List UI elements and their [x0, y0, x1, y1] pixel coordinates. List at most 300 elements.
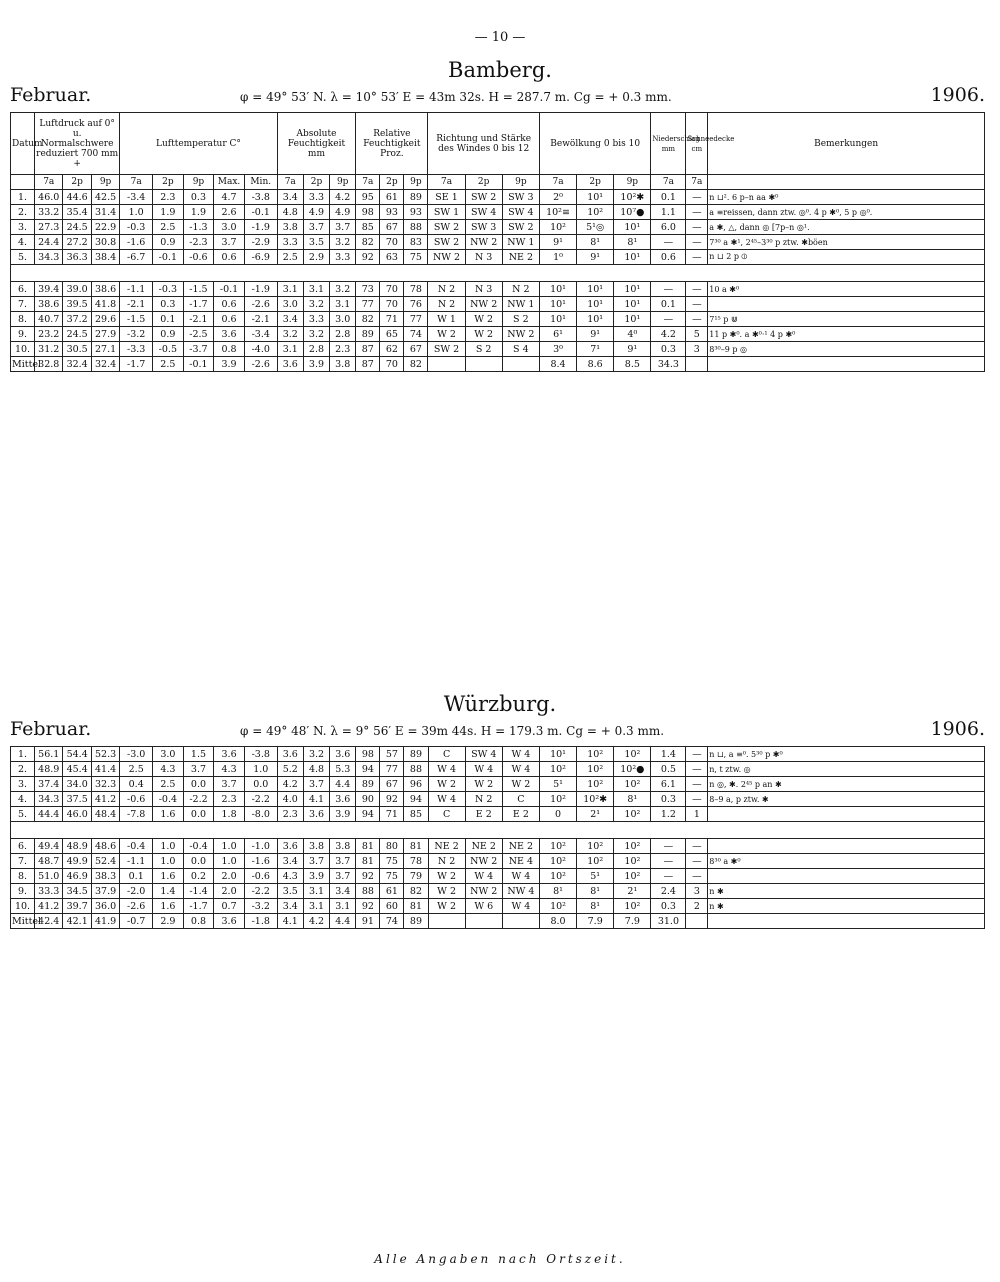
subheader-cell: 9p: [91, 175, 119, 190]
mean-cell: 87: [356, 357, 380, 372]
mean-cell: 2.5: [153, 357, 184, 372]
table-row: [11, 220, 985, 235]
data-cell: S 2: [465, 342, 502, 357]
data-cell: 3.2: [277, 327, 303, 342]
data-cell: 10¹: [614, 282, 651, 297]
data-cell: 3.: [11, 220, 35, 235]
table-row: [11, 327, 985, 342]
data-cell: 1.0: [214, 839, 245, 854]
data-cell: 8.: [11, 869, 35, 884]
data-cell: -2.3: [183, 235, 214, 250]
data-cell: -4.0: [244, 342, 277, 357]
data-cell: W 4: [465, 762, 502, 777]
data-cell: 0.3: [651, 792, 686, 807]
data-cell: 2.6: [214, 205, 245, 220]
header-wind: Richtung und Stärke des Windes 0 bis 12: [428, 113, 540, 175]
data-cell: 63: [380, 250, 404, 265]
spacer-cell: [11, 822, 985, 839]
data-cell: 3.0: [330, 312, 356, 327]
remark-cell: 7¹⁵ p ⋓: [708, 312, 985, 327]
mean-cell: 3.6: [214, 914, 245, 929]
data-cell: -2.9: [244, 235, 277, 250]
data-cell: SW 2: [502, 220, 539, 235]
data-cell: 34.3: [35, 792, 63, 807]
data-cell: 3.2: [303, 747, 329, 762]
remark-cell: n ◎, ✱. 2⁴⁵ p an ✱: [708, 777, 985, 792]
data-cell: 10²: [614, 854, 651, 869]
mean-cell: -0.1: [183, 357, 214, 372]
data-cell: 3.: [11, 777, 35, 792]
subheader-cell: 9p: [502, 175, 539, 190]
data-cell: 71: [380, 807, 404, 822]
mean-cell: 4.4: [330, 914, 356, 929]
data-cell: 5¹: [539, 777, 576, 792]
mean-cell: [686, 914, 708, 929]
data-cell: -0.6: [244, 869, 277, 884]
data-cell: 78: [404, 854, 428, 869]
data-cell: 49.4: [35, 839, 63, 854]
data-cell: —: [686, 190, 708, 205]
station-title-wuerzburg: Würzburg.: [443, 692, 557, 716]
mean-cell: -2.6: [244, 357, 277, 372]
data-cell: 44.4: [35, 807, 63, 822]
data-cell: 75: [404, 250, 428, 265]
data-cell: 4.4: [330, 777, 356, 792]
data-cell: 65: [380, 327, 404, 342]
data-cell: 2.5: [153, 777, 184, 792]
data-cell: 52.3: [91, 747, 119, 762]
subheader-cell: 9p: [614, 175, 651, 190]
mean-cell: -1.8: [244, 914, 277, 929]
data-cell: 3.7: [303, 777, 329, 792]
data-cell: 3.6: [303, 807, 329, 822]
data-cell: E 2: [465, 807, 502, 822]
data-cell: 1.4: [651, 747, 686, 762]
mean-cell: [465, 914, 502, 929]
mean-cell: 8.6: [577, 357, 614, 372]
data-cell: W 4: [428, 792, 465, 807]
subheader-cell: 7a: [356, 175, 380, 190]
mean-cell: 74: [380, 914, 404, 929]
data-cell: 79: [404, 869, 428, 884]
data-cell: 38.4: [91, 250, 119, 265]
mean-cell: 2.9: [153, 914, 184, 929]
data-cell: -1.1: [120, 854, 153, 869]
data-cell: 1.8: [214, 807, 245, 822]
data-cell: W 2: [428, 899, 465, 914]
data-cell: 27.9: [91, 327, 119, 342]
data-cell: 5¹: [577, 869, 614, 884]
data-cell: N 3: [465, 250, 502, 265]
data-cell: 0.1: [153, 312, 184, 327]
data-cell: SE 1: [428, 190, 465, 205]
data-cell: NW 2: [428, 250, 465, 265]
data-cell: —: [686, 854, 708, 869]
data-cell: 41.8: [91, 297, 119, 312]
data-cell: 39.7: [63, 899, 91, 914]
data-cell: -3.4: [120, 190, 153, 205]
data-cell: 61: [380, 190, 404, 205]
data-cell: 3.5: [277, 884, 303, 899]
data-cell: 7¹: [577, 342, 614, 357]
data-cell: 75: [380, 854, 404, 869]
data-cell: 3.4: [277, 854, 303, 869]
data-cell: 2.8: [303, 342, 329, 357]
subheader-cell: 9p: [183, 175, 214, 190]
mean-cell: 4.2: [303, 914, 329, 929]
data-cell: 1.0: [153, 854, 184, 869]
data-cell: 77: [356, 297, 380, 312]
station-title-bamberg: Bamberg.: [448, 58, 552, 82]
data-cell: 46.0: [35, 190, 63, 205]
data-cell: 10.: [11, 899, 35, 914]
data-cell: 35.4: [63, 205, 91, 220]
data-cell: -2.5: [183, 327, 214, 342]
data-cell: 80: [380, 839, 404, 854]
data-cell: 9¹: [614, 342, 651, 357]
data-cell: 2.8: [330, 327, 356, 342]
data-cell: 4.3: [214, 762, 245, 777]
mean-cell: 4.1: [277, 914, 303, 929]
data-cell: 3.6: [277, 747, 303, 762]
data-cell: 6¹: [539, 327, 576, 342]
data-cell: NW 2: [502, 327, 539, 342]
data-cell: 4.3: [277, 869, 303, 884]
subheader-cell: 9p: [404, 175, 428, 190]
data-cell: 10²: [614, 807, 651, 822]
data-cell: -8.0: [244, 807, 277, 822]
data-cell: -1.6: [120, 235, 153, 250]
data-cell: NE 2: [465, 839, 502, 854]
data-cell: 3.9: [303, 869, 329, 884]
data-cell: 1⁰: [539, 250, 576, 265]
data-cell: 3.2: [303, 327, 329, 342]
data-cell: 2.3: [277, 807, 303, 822]
mean-cell: [708, 357, 985, 372]
data-cell: -2.6: [244, 297, 277, 312]
data-cell: -2.0: [120, 884, 153, 899]
data-cell: 4.8: [303, 762, 329, 777]
data-cell: -2.2: [244, 792, 277, 807]
data-cell: SW 4: [465, 747, 502, 762]
data-cell: 0.7: [214, 899, 245, 914]
data-cell: 0.0: [183, 807, 214, 822]
data-cell: -1.3: [183, 220, 214, 235]
data-cell: 77: [404, 312, 428, 327]
remark-cell: 8³⁰ a ✱⁰: [708, 854, 985, 869]
data-cell: 10¹: [614, 297, 651, 312]
data-cell: 10²: [577, 839, 614, 854]
data-cell: 10²: [577, 762, 614, 777]
mean-cell: 91: [356, 914, 380, 929]
subheader-cell: 7a: [428, 175, 465, 190]
mean-cell: 3.8: [330, 357, 356, 372]
mean-cell: 32.4: [63, 357, 91, 372]
data-cell: -0.1: [153, 250, 184, 265]
data-cell: 10²: [577, 747, 614, 762]
data-cell: 33.2: [35, 205, 63, 220]
data-cell: 1.0: [214, 854, 245, 869]
data-cell: 89: [356, 777, 380, 792]
data-cell: 3.1: [277, 282, 303, 297]
data-cell: 10¹: [614, 312, 651, 327]
data-cell: 51.0: [35, 869, 63, 884]
data-cell: 10²: [614, 839, 651, 854]
subheader-cell: 2p: [465, 175, 502, 190]
data-cell: 78: [404, 282, 428, 297]
data-cell: 10²: [539, 899, 576, 914]
data-cell: 0.1: [651, 190, 686, 205]
data-cell: 10¹: [577, 297, 614, 312]
table-row: [11, 762, 985, 777]
data-cell: 96: [404, 777, 428, 792]
data-cell: 1: [686, 807, 708, 822]
data-cell: 10²: [577, 854, 614, 869]
data-cell: 3.6: [277, 839, 303, 854]
data-cell: 4.2: [330, 190, 356, 205]
data-cell: 42.5: [91, 190, 119, 205]
data-cell: 76: [404, 297, 428, 312]
data-cell: 4.0: [277, 792, 303, 807]
data-cell: SW 2: [465, 190, 502, 205]
data-cell: 1.: [11, 190, 35, 205]
data-cell: 39.4: [35, 282, 63, 297]
data-cell: 36.3: [63, 250, 91, 265]
data-cell: 1.4: [153, 884, 184, 899]
data-cell: 2: [686, 899, 708, 914]
data-cell: 32.3: [91, 777, 119, 792]
data-cell: -3.2: [244, 899, 277, 914]
weather-table-wuerzburg: [10, 746, 985, 929]
data-cell: —: [651, 312, 686, 327]
data-cell: 3.8: [303, 839, 329, 854]
data-cell: 29.6: [91, 312, 119, 327]
data-cell: —: [686, 205, 708, 220]
footer-note: Alle Angaben nach Ortszeit.: [374, 1252, 626, 1266]
data-cell: 1.6: [153, 807, 184, 822]
data-cell: 87: [356, 342, 380, 357]
data-cell: 8¹: [614, 235, 651, 250]
data-cell: 33.3: [35, 884, 63, 899]
remark-cell: n ⊔, a ≡⁰. 5³⁰ p ✱⁰: [708, 747, 985, 762]
data-cell: 3.3: [277, 235, 303, 250]
data-cell: N 2: [428, 854, 465, 869]
data-cell: 22.9: [91, 220, 119, 235]
remark-cell: n ⊔ 2 p ⦶: [708, 250, 985, 265]
data-cell: 3.6: [214, 747, 245, 762]
header-abs-humidity: Absolute Feuchtigkeit mm: [277, 113, 356, 175]
data-cell: 2.4: [651, 884, 686, 899]
year-label: 1906.: [930, 84, 985, 106]
subheader-row: [11, 175, 985, 190]
data-cell: —: [651, 839, 686, 854]
spacer-row: [11, 265, 985, 282]
mean-cell: 82: [404, 357, 428, 372]
data-cell: 23.2: [35, 327, 63, 342]
data-cell: -1.1: [120, 282, 153, 297]
data-cell: 94: [404, 792, 428, 807]
mean-cell: Mittel: [12, 915, 42, 927]
subheader-cell: [708, 175, 985, 190]
data-cell: 10.: [11, 342, 35, 357]
data-cell: 4.9: [303, 205, 329, 220]
data-cell: 82: [404, 884, 428, 899]
data-cell: 3.0: [153, 747, 184, 762]
data-cell: —: [651, 869, 686, 884]
data-cell: W 6: [465, 899, 502, 914]
data-cell: 10²: [539, 792, 576, 807]
data-cell: 3.9: [330, 807, 356, 822]
data-cell: 3.2: [303, 297, 329, 312]
data-cell: 10¹: [614, 250, 651, 265]
remark-cell: [708, 807, 985, 822]
mean-cell: [708, 914, 985, 929]
data-cell: 3.1: [330, 297, 356, 312]
data-cell: 2.5: [153, 220, 184, 235]
remark-cell: 11 p ✱⁰. a ✱⁰·¹ 4 p ✱⁰: [708, 327, 985, 342]
data-cell: —: [686, 869, 708, 884]
subheader-cell: 7a: [120, 175, 153, 190]
data-cell: 0.5: [651, 762, 686, 777]
mean-cell: [502, 357, 539, 372]
data-cell: —: [686, 220, 708, 235]
mean-cell: 70: [380, 357, 404, 372]
data-cell: 8¹: [577, 884, 614, 899]
data-cell: 54.4: [63, 747, 91, 762]
subheader-cell: 7a: [35, 175, 63, 190]
data-cell: —: [651, 235, 686, 250]
data-cell: 9.: [11, 327, 35, 342]
data-cell: 61: [380, 884, 404, 899]
data-cell: -2.2: [183, 792, 214, 807]
data-cell: 0.6: [214, 297, 245, 312]
data-cell: 27.1: [91, 342, 119, 357]
data-cell: C: [428, 807, 465, 822]
data-cell: W 4: [502, 869, 539, 884]
data-cell: 4.1: [303, 792, 329, 807]
data-cell: 10²: [539, 869, 576, 884]
data-cell: 10²: [614, 747, 651, 762]
data-cell: -0.3: [120, 220, 153, 235]
data-cell: 3.2: [330, 235, 356, 250]
data-cell: 37.4: [35, 777, 63, 792]
data-cell: 41.2: [91, 792, 119, 807]
data-cell: 3.7: [214, 777, 245, 792]
data-cell: 0.1: [120, 869, 153, 884]
mean-row: [11, 914, 985, 929]
mean-cell: -1.7: [120, 357, 153, 372]
data-cell: -0.4: [120, 839, 153, 854]
data-cell: 81: [356, 854, 380, 869]
data-cell: —: [651, 282, 686, 297]
header-precip: Niederschlag mm: [651, 113, 686, 175]
data-cell: 10¹: [577, 282, 614, 297]
data-cell: -1.6: [244, 854, 277, 869]
data-cell: 10¹: [577, 190, 614, 205]
mean-cell: 7.9: [614, 914, 651, 929]
data-cell: 10²✱: [614, 190, 651, 205]
data-cell: N 2: [428, 282, 465, 297]
data-cell: 4.: [11, 235, 35, 250]
data-cell: 6.1: [651, 777, 686, 792]
data-cell: 5.2: [277, 762, 303, 777]
table-row: [11, 807, 985, 822]
data-cell: 0.0: [183, 777, 214, 792]
subheader-cell: 2p: [380, 175, 404, 190]
data-cell: 10²: [614, 899, 651, 914]
data-cell: 8¹: [577, 235, 614, 250]
data-cell: -1.7: [183, 297, 214, 312]
data-cell: 10¹: [539, 312, 576, 327]
data-cell: C: [428, 747, 465, 762]
data-cell: 81: [404, 839, 428, 854]
data-cell: NE 4: [502, 854, 539, 869]
data-cell: W 2: [428, 869, 465, 884]
data-cell: 0.6: [651, 250, 686, 265]
data-cell: -0.1: [214, 282, 245, 297]
data-cell: 3.3: [330, 250, 356, 265]
data-cell: -1.7: [183, 899, 214, 914]
data-cell: S 4: [502, 342, 539, 357]
data-cell: 70: [380, 282, 404, 297]
mean-cell: 34.3: [651, 357, 686, 372]
mean-cell: 3.9: [214, 357, 245, 372]
spacer-row: [11, 822, 985, 839]
data-cell: 27.2: [63, 235, 91, 250]
data-cell: 2.3: [330, 342, 356, 357]
data-cell: 3: [686, 884, 708, 899]
subheader-cell: 9p: [330, 175, 356, 190]
header-pressure: Luftdruck auf 0° u. Normalschwere reduziert 700 mm +: [35, 113, 120, 175]
data-cell: 52.4: [91, 854, 119, 869]
remark-cell: [708, 297, 985, 312]
data-cell: -1.4: [183, 884, 214, 899]
data-cell: 81: [404, 899, 428, 914]
data-cell: 48.7: [35, 854, 63, 869]
data-cell: 6.: [11, 282, 35, 297]
data-cell: E 2: [502, 807, 539, 822]
data-cell: 67: [380, 777, 404, 792]
header-temperature: Lufttemperatur C°: [120, 113, 277, 175]
data-cell: W 2: [465, 312, 502, 327]
table-row: [11, 777, 985, 792]
data-cell: W 4: [502, 747, 539, 762]
data-cell: 89: [404, 747, 428, 762]
data-cell: 60: [380, 899, 404, 914]
data-cell: 1.: [11, 747, 35, 762]
data-cell: 56.1: [35, 747, 63, 762]
data-cell: 1.2: [651, 807, 686, 822]
data-cell: —: [686, 250, 708, 265]
data-cell: 70: [380, 235, 404, 250]
data-cell: 10⁷●: [614, 205, 651, 220]
header-snow: Schneedecke cm: [686, 113, 708, 175]
remark-cell: a ≡reissen, dann ztw. ◎⁰. 4 p ✱⁰, 5 p ◎⁰.: [708, 205, 985, 220]
data-cell: 10¹: [539, 297, 576, 312]
data-cell: 48.4: [91, 807, 119, 822]
mean-cell: 32.8: [35, 357, 63, 372]
data-cell: 0.6: [214, 250, 245, 265]
data-cell: 10²: [614, 869, 651, 884]
data-cell: 6.0: [651, 220, 686, 235]
data-cell: 89: [356, 327, 380, 342]
data-cell: 3.1: [330, 899, 356, 914]
data-cell: -3.2: [120, 327, 153, 342]
data-cell: 83: [404, 235, 428, 250]
data-cell: 4⁰: [614, 327, 651, 342]
data-cell: NW 4: [502, 884, 539, 899]
data-cell: SW 2: [428, 342, 465, 357]
